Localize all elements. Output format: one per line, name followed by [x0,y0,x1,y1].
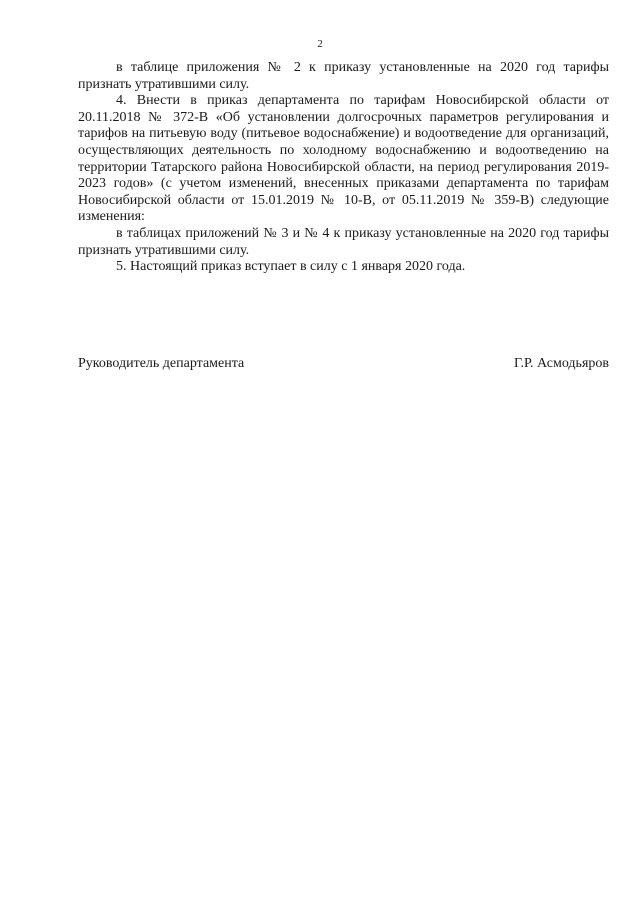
signatory-name: Г.Р. Асмодьяров [513,356,609,371]
paragraph-tables-3-4-tariffs: в таблицах приложений № 3 и № 4 к приказу установленные на 2020 год тарифы признать утратившими силу. [78,225,609,258]
page-number: 2 [317,38,323,50]
signature-block [78,356,609,373]
document-body [78,60,609,276]
paragraph-item-4: 4. Внести в приказ департамента по тарифам Новосибирской области от 20.11.2018 № 372-В «Об установлении долгосрочных параметров регулирования и тарифов на питьевую воду (питьевое водоснабжение) и водоотведение для организаций, осуществляющих деятельность по холодному водоснабжению и водоотведению на территории Татарского района Новосибирской области, на период регулирования 2019-2023 годов» (с учетом изменений, внесенных приказами департамента по тарифам Новосибирской области от 15.01.2019 № 10-В, от 05.11.2019 № 359-В) следующие изменения: [78,93,609,225]
signatory-position: Руководитель департамента [78,356,245,371]
paragraph-item-5: 5. Настоящий приказ вступает в силу с 1 января 2020 года. [116,259,466,275]
paragraph-table-2-tariffs: в таблице приложения № 2 к приказу установленные на 2020 год тарифы признать утратившими силу. [78,60,609,92]
